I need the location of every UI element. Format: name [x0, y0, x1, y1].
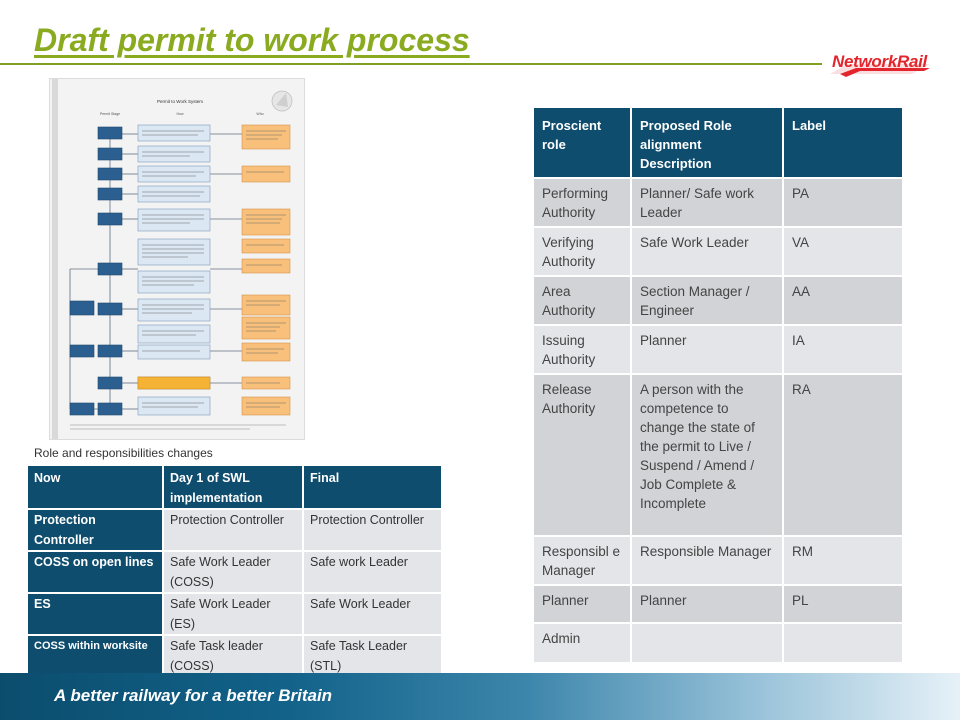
- table-row: [28, 552, 441, 592]
- permit-process-diagram: [49, 78, 305, 440]
- row-final: Safe Task Leader (STL): [304, 636, 441, 678]
- description-cell: Safe Work Leader: [632, 228, 782, 275]
- role-cell: Admin: [534, 624, 630, 662]
- label-cell: IA: [784, 326, 902, 373]
- table-row: [534, 277, 902, 324]
- diagram-col-who: Who: [256, 112, 264, 116]
- description-cell: Planner: [632, 586, 782, 622]
- role-cell: Release Authority: [534, 375, 630, 535]
- header-description: Proposed Role alignment Description: [632, 108, 782, 177]
- diagram-highlight-box: [138, 377, 210, 389]
- table-row: [534, 375, 902, 535]
- label-cell: VA: [784, 228, 902, 275]
- table-row: [534, 537, 902, 584]
- table-row: [28, 510, 441, 550]
- header-now: Now: [28, 466, 162, 508]
- role-cell: Issuing Authority: [534, 326, 630, 373]
- row-day1: Safe Work Leader (COSS): [164, 552, 302, 592]
- table-row: [534, 624, 902, 662]
- description-cell: Planner: [632, 326, 782, 373]
- logo-text: NetworkRail: [832, 52, 927, 71]
- diagram-title: Permit to Work System: [157, 99, 203, 104]
- diagram-col-stage: Permit Stage: [99, 112, 121, 116]
- title-underline-rule: [0, 63, 822, 65]
- role-cell: Verifying Authority: [534, 228, 630, 275]
- header-label: Label: [784, 108, 902, 177]
- header-final: Final: [304, 466, 441, 508]
- label-cell: [784, 624, 902, 662]
- role-cell: Planner: [534, 586, 630, 622]
- label-cell: AA: [784, 277, 902, 324]
- diagram-doc-icon: [272, 91, 292, 111]
- role-alignment-table: [532, 106, 904, 664]
- role-cell: Performing Authority: [534, 179, 630, 226]
- row-day1: Protection Controller: [164, 510, 302, 550]
- header-day1: Day 1 of SWL implementation: [164, 466, 302, 508]
- table-row: [534, 179, 902, 226]
- table-header-row: [534, 108, 902, 177]
- role-cell: Responsibl e Manager: [534, 537, 630, 584]
- description-cell: Responsible Manager: [632, 537, 782, 584]
- table-header-row: [28, 466, 441, 508]
- table-row: [534, 228, 902, 275]
- table-row: [28, 636, 441, 678]
- row-now: COSS on open lines: [28, 552, 162, 592]
- table-row: [534, 326, 902, 373]
- diagram-col-how: How: [176, 112, 184, 116]
- role-changes-caption: Role and responsibilities changes: [34, 446, 213, 460]
- row-now: Protection Controller: [28, 510, 162, 550]
- row-day1: Safe Task leader (COSS): [164, 636, 302, 678]
- label-cell: RM: [784, 537, 902, 584]
- description-cell: [632, 624, 782, 662]
- label-cell: PA: [784, 179, 902, 226]
- row-now: ES: [28, 594, 162, 634]
- row-final: Safe work Leader: [304, 552, 441, 592]
- footer-slogan: A better railway for a better Britain: [54, 686, 333, 705]
- diagram-flowchart: [50, 79, 305, 440]
- row-now: COSS within worksite: [28, 636, 162, 678]
- role-cell: Area Authority: [534, 277, 630, 324]
- label-cell: RA: [784, 375, 902, 535]
- description-cell: Planner/ Safe work Leader: [632, 179, 782, 226]
- table-row: [534, 586, 902, 622]
- label-cell: PL: [784, 586, 902, 622]
- header-role: Proscient role: [534, 108, 630, 177]
- row-day1: Safe Work Leader (ES): [164, 594, 302, 634]
- role-changes-table: [26, 464, 443, 680]
- table-row: [28, 594, 441, 634]
- description-cell: Section Manager / Engineer: [632, 277, 782, 324]
- description-cell: A person with the competence to change the state of the permit to Live / Suspend / Amend / Job Complete & Incomplete: [632, 375, 782, 535]
- diagram-shadow-left: [52, 79, 58, 440]
- row-final: Safe Work Leader: [304, 594, 441, 634]
- page-title: Draft permit to work process: [34, 22, 470, 58]
- row-final: Protection Controller: [304, 510, 441, 550]
